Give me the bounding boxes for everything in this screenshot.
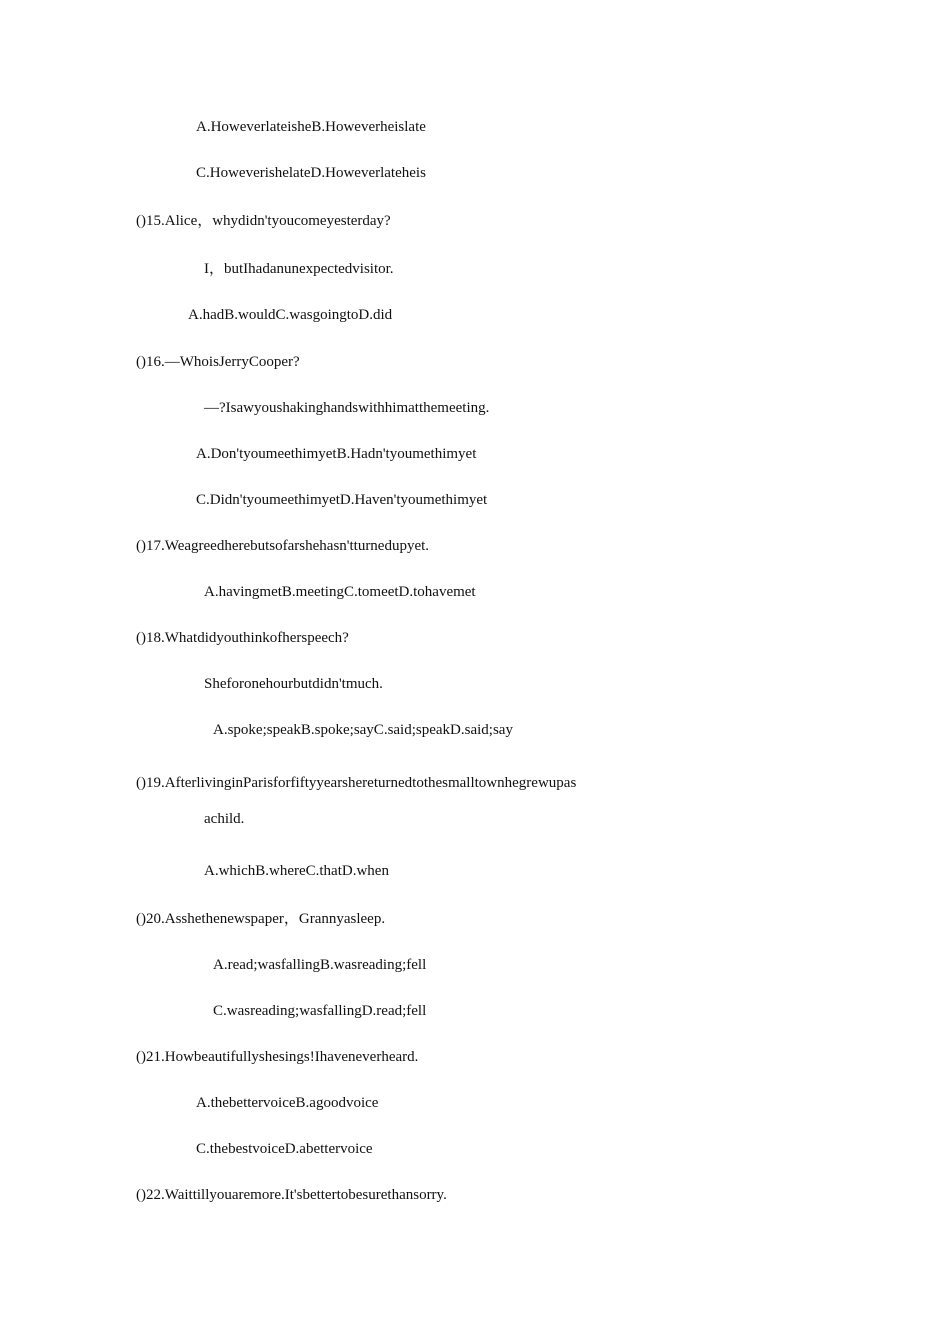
q14-options-cd: C.HoweverishelateD.Howeverlateheis: [196, 165, 426, 181]
q16-options-cd: C.Didn'tyoumeethimyetD.Haven'tyoumethimyet: [196, 492, 488, 508]
q20-options-cd: C.wasreading;wasfallingD.read;fell: [213, 1003, 427, 1019]
q18-options: A.spoke;speakB.spoke;sayC.said;speakD.said;say: [213, 722, 513, 738]
q15-question: ()15.Alice，whydidn'tyoucomeyesterday?: [136, 213, 391, 229]
q22-question: ()22.Waittillyouaremore.It'sbettertobesurethansorry.: [136, 1187, 447, 1203]
q15-options: A.hadB.wouldC.wasgoingtoD.did: [188, 307, 393, 323]
q16-response: —?Isawyoushakinghandswithhimatthemeeting.: [204, 400, 490, 416]
q19-question: ()19.AfterlivinginParisforfiftyyearshereturnedtothesmalltownhegrewupas: [136, 775, 577, 791]
q19-question-continued: achild.: [204, 811, 245, 827]
q21-question: ()21.Howbeautifullyshesings!Ihaveneverheard.: [136, 1049, 419, 1065]
q14-options-ab: A.HoweverlateisheB.Howeverheislate: [196, 119, 426, 135]
q19-options: A.whichB.whereC.thatD.when: [204, 863, 389, 879]
q15-response: I，butIhadanunexpectedvisitor.: [204, 261, 394, 277]
q21-options-cd: C.thebestvoiceD.abettervoice: [196, 1141, 373, 1157]
q16-question: ()16.—WhoisJerryCooper?: [136, 354, 300, 370]
q20-question: ()20.Asshethenewspaper，Grannyasleep.: [136, 911, 386, 927]
q18-response: Sheforonehourbutdidn'tmuch.: [204, 676, 383, 692]
q17-options: A.havingmetB.meetingC.tomeetD.tohavemet: [204, 584, 476, 600]
q20-options-ab: A.read;wasfallingB.wasreading;fell: [213, 957, 427, 973]
q18-question: ()18.Whatdidyouthinkofherspeech?: [136, 630, 349, 646]
q17-question: ()17.Weagreedherebutsofarshehasn'tturnedupyet.: [136, 538, 430, 554]
q16-options-ab: A.Don'tyoumeethimyetB.Hadn'tyoumethimyet: [196, 446, 477, 462]
q21-options-ab: A.thebettervoiceB.agoodvoice: [196, 1095, 379, 1111]
